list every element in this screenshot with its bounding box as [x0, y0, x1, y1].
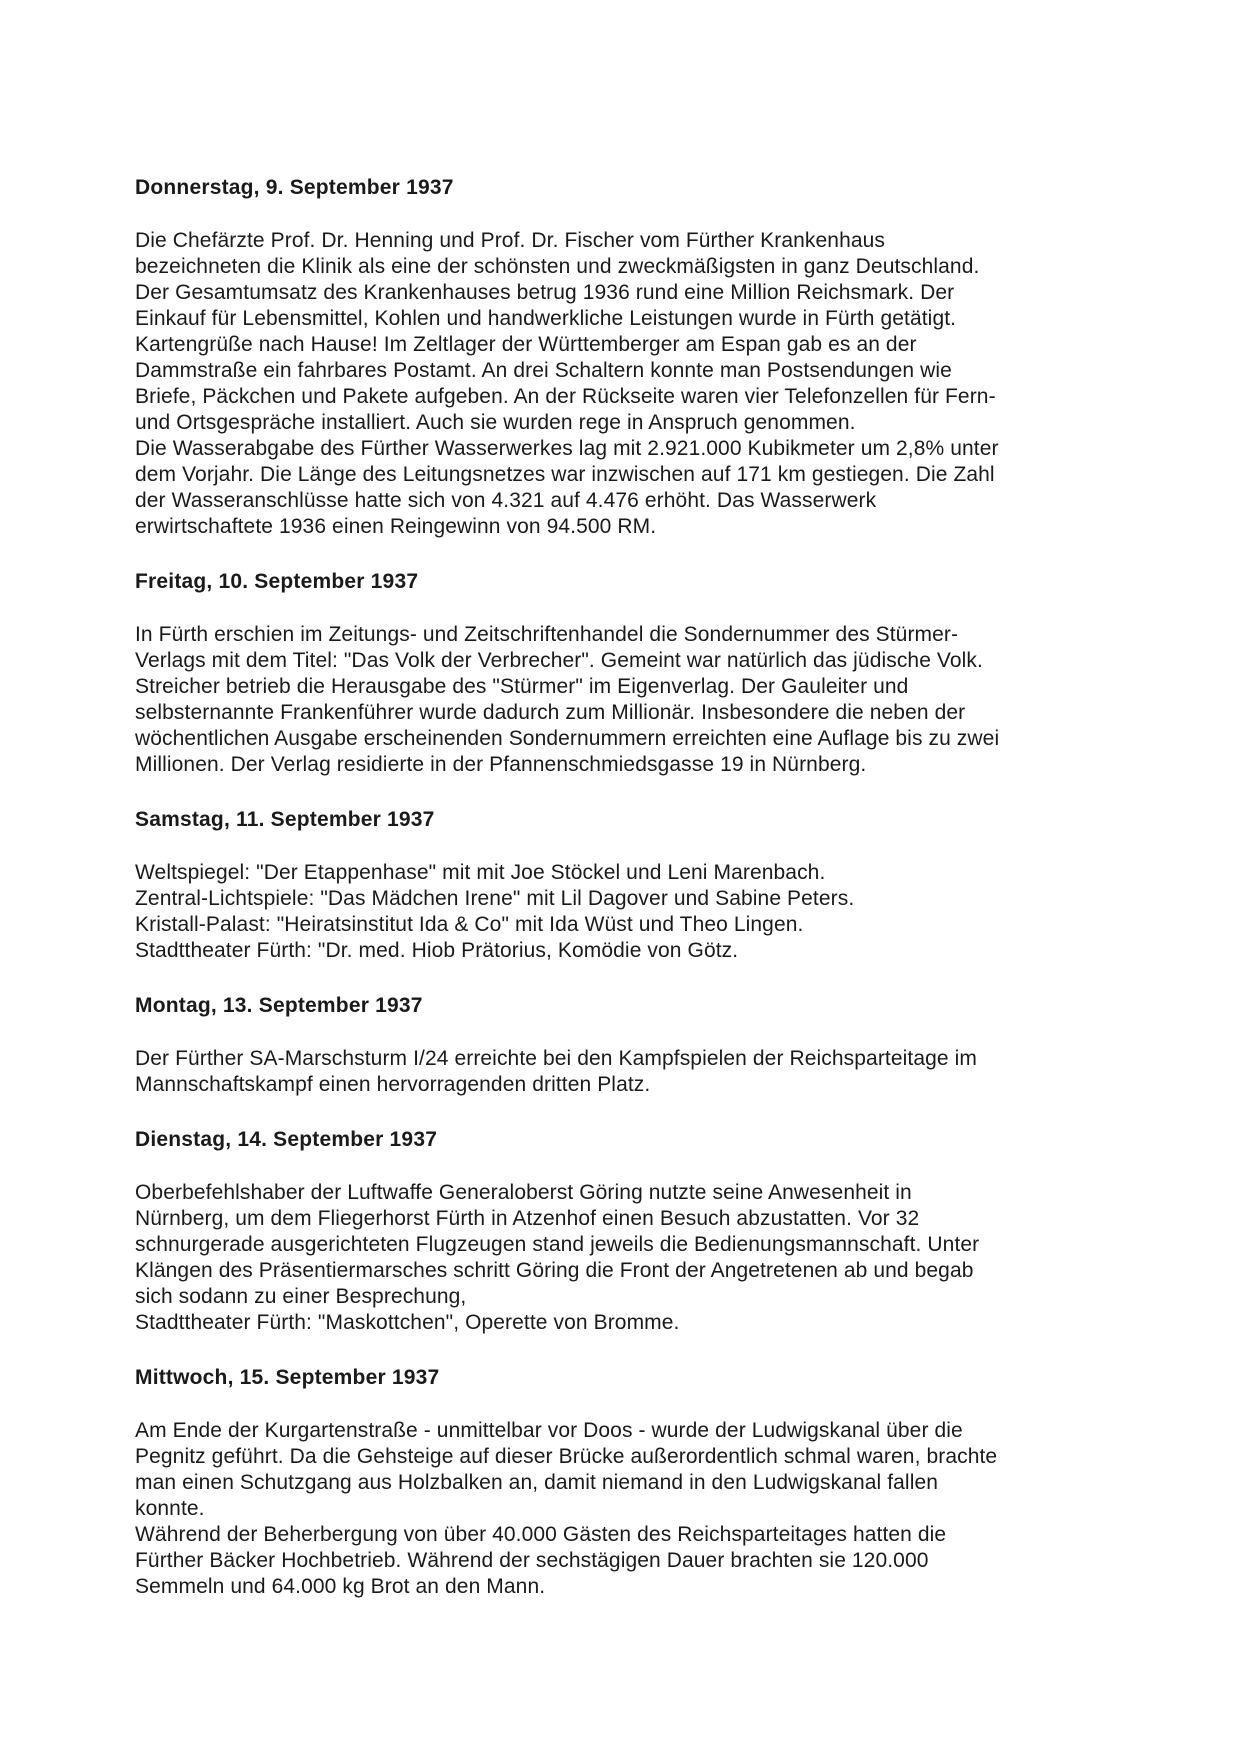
- section-heading: Dienstag, 14. September 1937: [135, 1128, 438, 1151]
- section-body: [135, 1046, 1149, 1098]
- chronicle-section: [135, 1127, 1149, 1336]
- chronicle-section: [135, 807, 1149, 964]
- text-line: Zentral-Lichtspiele: "Das Mädchen Irene" mit Lil Dagover und Sabine Peters.: [135, 887, 855, 910]
- text-line: Die Wasserabgabe des Fürther Wasserwerkes lag mit 2.921.000 Kubikmeter um 2,8% unter: [135, 437, 999, 460]
- text-line: Stadttheater Fürth: "Dr. med. Hiob Prätorius, Komödie von Götz.: [135, 939, 739, 962]
- text-line: Mannschaftskampf einen hervorragenden dritten Platz.: [135, 1073, 651, 1096]
- section-body: [135, 1418, 1149, 1600]
- text-line: Streicher betrieb die Herausgabe des "Stürmer" im Eigenverlag. Der Gauleiter und: [135, 675, 909, 698]
- text-line: Kartengrüße nach Hause! Im Zeltlager der Württemberger am Espan gab es an der: [135, 333, 917, 356]
- chronicle-section: [135, 993, 1149, 1098]
- text-line: Semmeln und 64.000 kg Brot an den Mann.: [135, 1575, 546, 1598]
- text-line: schnurgerade ausgerichteten Flugzeugen stand jeweils die Bedienungsmannschaft. Unter: [135, 1233, 980, 1256]
- text-line: Pegnitz geführt. Da die Gehsteige auf dieser Brücke außerordentlich schmal waren, brachte: [135, 1445, 998, 1468]
- text-line: bezeichneten die Klinik als eine der schönsten und zweckmäßigsten in ganz Deutschland.: [135, 255, 980, 278]
- text-line: In Fürth erschien im Zeitungs- und Zeitschriftenhandel die Sondernummer des Stürmer-: [135, 623, 959, 646]
- section-body: [135, 1180, 1149, 1336]
- text-line: Die Chefärzte Prof. Dr. Henning und Prof. Dr. Fischer vom Fürther Krankenhaus: [135, 229, 886, 252]
- text-line: Briefe, Päckchen und Pakete aufgeben. An der Rückseite waren vier Telefonzellen für Fern-: [135, 385, 996, 408]
- chronicle-section: [135, 569, 1149, 778]
- text-line: Der Gesamtumsatz des Krankenhauses betrug 1936 rund eine Million Reichsmark. Der: [135, 281, 955, 304]
- section-heading: Mittwoch, 15. September 1937: [135, 1366, 440, 1389]
- section-heading: Montag, 13. September 1937: [135, 994, 423, 1017]
- text-line: konnte.: [135, 1497, 205, 1520]
- text-line: Der Fürther SA-Marschsturm I/24 erreichte bei den Kampfspielen der Reichsparteitage im: [135, 1047, 977, 1070]
- section-body: [135, 622, 1149, 778]
- text-line: Kristall-Palast: "Heiratsinstitut Ida & Co" mit Ida Wüst und Theo Lingen.: [135, 913, 804, 936]
- text-line: Oberbefehlshaber der Luftwaffe Generaloberst Göring nutzte seine Anwesenheit in: [135, 1181, 912, 1204]
- text-line: erwirtschaftete 1936 einen Reingewinn von 94.500 RM.: [135, 515, 657, 538]
- chronicle-section: [135, 1365, 1149, 1600]
- text-line: sich sodann zu einer Besprechung,: [135, 1285, 467, 1308]
- text-line: Dammstraße ein fahrbares Postamt. An drei Schaltern konnte man Postsendungen wie: [135, 359, 952, 382]
- text-line: Fürther Bäcker Hochbetrieb. Während der sechstägigen Dauer brachten sie 120.000: [135, 1549, 929, 1572]
- text-line: dem Vorjahr. Die Länge des Leitungsnetzes war inzwischen auf 171 km gestiegen. Die Zahl: [135, 463, 995, 486]
- section-body: [135, 860, 1149, 964]
- text-line: Nürnberg, um dem Fliegerhorst Fürth in Atzenhof einen Besuch abzustatten. Vor 32: [135, 1207, 920, 1230]
- section-heading: Freitag, 10. September 1937: [135, 570, 419, 593]
- text-line: Am Ende der Kurgartenstraße - unmittelbar vor Doos - wurde der Ludwigskanal über die: [135, 1419, 963, 1442]
- chronicle-section: [135, 175, 1149, 540]
- text-line: Einkauf für Lebensmittel, Kohlen und handwerkliche Leistungen wurde in Fürth getätigt.: [135, 307, 957, 330]
- text-line: Weltspiegel: "Der Etappenhase" mit mit Joe Stöckel und Leni Marenbach.: [135, 861, 826, 884]
- text-line: wöchentlichen Ausgabe erscheinenden Sondernummern erreichten eine Auflage bis zu zwei: [135, 727, 1000, 750]
- text-line: und Ortsgespräche installiert. Auch sie wurden rege in Anspruch genommen.: [135, 411, 856, 434]
- text-line: selbsternannte Frankenführer wurde dadurch zum Millionär. Insbesondere die neben der: [135, 701, 966, 724]
- text-line: Verlags mit dem Titel: "Das Volk der Verbrecher". Gemeint war natürlich das jüdische Volk.: [135, 649, 983, 672]
- text-line: Millionen. Der Verlag residierte in der Pfannenschmiedsgasse 19 in Nürnberg.: [135, 753, 867, 776]
- text-line: Stadttheater Fürth: "Maskottchen", Operette von Bromme.: [135, 1311, 680, 1334]
- text-line: der Wasseranschlüsse hatte sich von 4.321 auf 4.476 erhöht. Das Wasserwerk: [135, 489, 877, 512]
- section-body: [135, 228, 1149, 540]
- section-heading: Samstag, 11. September 1937: [135, 808, 435, 831]
- chronicle-sections: [135, 175, 1149, 1600]
- text-line: Während der Beherbergung von über 40.000 Gästen des Reichsparteitages hatten die: [135, 1523, 947, 1546]
- text-line: man einen Schutzgang aus Holzbalken an, damit niemand in den Ludwigskanal fallen: [135, 1471, 939, 1494]
- text-line: Klängen des Präsentiermarsches schritt Göring die Front der Angetretenen ab und begab: [135, 1259, 974, 1282]
- section-heading: Donnerstag, 9. September 1937: [135, 176, 454, 199]
